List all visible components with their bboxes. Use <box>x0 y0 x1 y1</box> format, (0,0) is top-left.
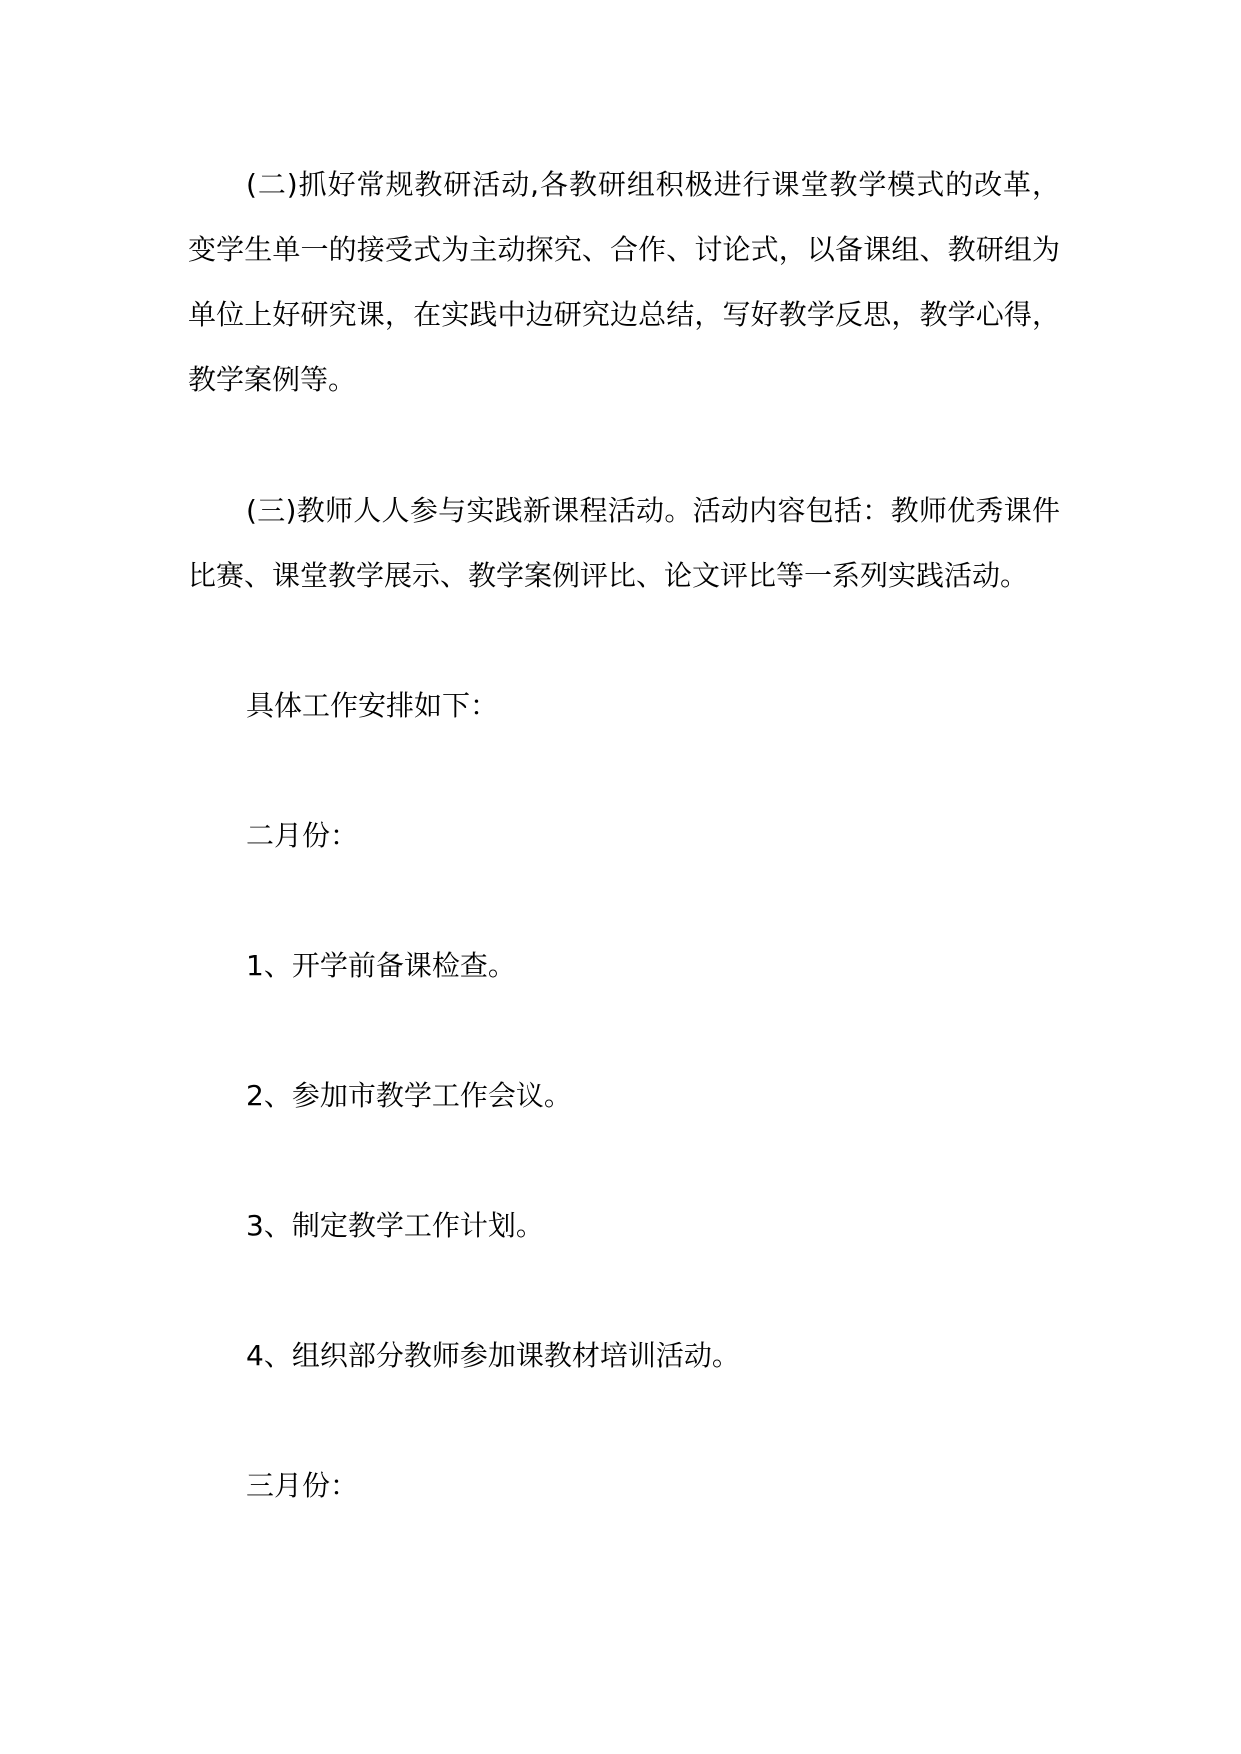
paragraph-new-curriculum: (三)教师人人参与实践新课程活动。活动内容包括：教师优秀课件比赛、课堂教学展示、教学案例评比、论文评比等一系列实践活动。 <box>188 494 1060 592</box>
month-heading-march: 三月份： <box>246 1469 359 1502</box>
list-item: 3、制定教学工作计划。 <box>246 1209 544 1242</box>
list-item: 2、参加市教学工作会议。 <box>246 1079 572 1112</box>
paragraph-routine-research: (二)抓好常规教研活动,各教研组积极进行课堂教学模式的改革，变学生单一的接受式为主动探究、合作、讨论式，以备课组、教研组为单位上好研究课，在实践中边研究边总结，写好教学反思，教学心得，教学案例等。 <box>188 168 1060 396</box>
schedule-heading: 具体工作安排如下： <box>246 689 499 722</box>
list-item: 1、开学前备课检查。 <box>246 949 516 982</box>
list-item: 4、组织部分教师参加课教材培训活动。 <box>246 1339 740 1372</box>
month-heading-february: 二月份： <box>246 819 359 852</box>
